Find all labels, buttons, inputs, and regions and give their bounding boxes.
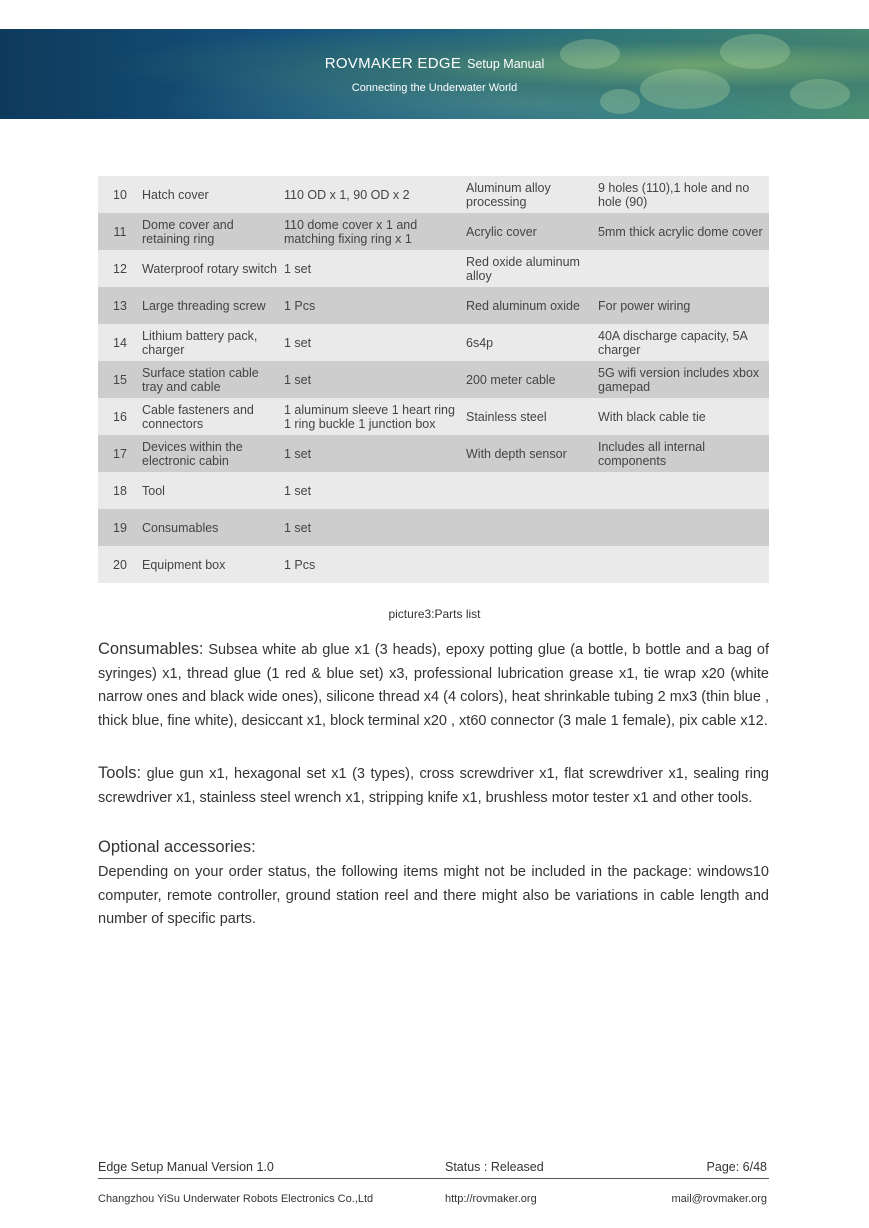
part-note: 9 holes (110),1 hole and no hole (90) — [592, 176, 769, 213]
part-number: 17 — [98, 435, 138, 472]
part-name: Cable fasteners and connectors — [138, 398, 282, 435]
part-quantity: 1 set — [282, 509, 460, 546]
part-name: Waterproof rotary switch — [138, 250, 282, 287]
footer-status: Status : Released — [445, 1160, 544, 1174]
part-note: Includes all internal components — [592, 435, 769, 472]
part-name: Devices within the electronic cabin — [138, 435, 282, 472]
part-material: Acrylic cover — [460, 213, 592, 250]
optional-heading: Optional accessories: — [98, 838, 256, 856]
table-row — [98, 509, 769, 546]
optional-paragraph: Depending on your order status, the following items might not be included in the package: windows10 computer, remote controller, ground station reel and there might also be variations in cable length and number of specific parts. — [98, 864, 769, 927]
tools-paragraph — [98, 762, 769, 810]
part-number: 18 — [98, 472, 138, 509]
table-row — [98, 250, 769, 287]
header-tagline: Connecting the Underwater World — [351, 82, 518, 94]
part-quantity: 1 set — [282, 361, 460, 398]
table-row — [98, 213, 769, 250]
part-number: 20 — [98, 546, 138, 583]
header-banner — [0, 29, 869, 119]
part-name: Surface station cable tray and cable — [138, 361, 282, 398]
footer-email[interactable]: mail@rovmaker.org — [671, 1193, 767, 1205]
tools-text: glue gun x1, hexagonal set x1 (3 types), cross screwdriver x1, flat screwdriver x1, sealing ring screwdriver x1, stainless steel wrench x1, stripping knife x1, brushless motor tester x1 and other tools. — [98, 766, 769, 806]
table-row — [98, 546, 769, 583]
table-caption: picture3:Parts list — [388, 607, 481, 621]
part-quantity: 110 dome cover x 1 and matching fixing ring x 1 — [282, 213, 460, 250]
part-number: 19 — [98, 509, 138, 546]
part-number: 12 — [98, 250, 138, 287]
part-number: 16 — [98, 398, 138, 435]
consumables-lead: Consumables: — [98, 640, 204, 658]
part-quantity: 110 OD x 1, 90 OD x 2 — [282, 176, 460, 213]
consumables-text: Subsea white ab glue x1 (3 heads), epoxy potting glue (a bottle, b bottle and a bag of syringes) x1, thread glue (1 red & blue set) x3, professional lubrication grease x1, tie wrap x20 (white narrow ones and black wide ones), silicone thread x4 (4 colors), heat shrinkable tubing 2 mx3 (thin blue , thick blue, fine white), desiccant x1, block terminal x20 , xt60 connector (3 male 1 female), pix cable x12. — [98, 642, 769, 729]
part-number: 13 — [98, 287, 138, 324]
part-material: 200 meter cable — [460, 361, 592, 398]
part-quantity: 1 Pcs — [282, 546, 460, 583]
table-row — [98, 287, 769, 324]
part-note: 5mm thick acrylic dome cover — [592, 213, 769, 250]
consumables-paragraph — [98, 638, 769, 733]
part-material: Red aluminum oxide — [460, 287, 592, 324]
part-quantity: 1 Pcs — [282, 287, 460, 324]
part-name: Consumables — [138, 509, 282, 546]
part-material: 6s4p — [460, 324, 592, 361]
part-name: Dome cover and retaining ring — [138, 213, 282, 250]
part-note: For power wiring — [592, 287, 769, 324]
part-material — [460, 546, 592, 583]
footer-page: Page: 6/48 — [706, 1160, 767, 1174]
header-title — [0, 55, 869, 72]
footer-version: Edge Setup Manual Version 1.0 — [98, 1160, 274, 1174]
header-subtitle: Setup Manual — [467, 57, 545, 71]
part-quantity: 1 set — [282, 472, 460, 509]
part-name: Lithium battery pack, charger — [138, 324, 282, 361]
part-note — [592, 472, 769, 509]
table-row — [98, 176, 769, 213]
part-note — [592, 546, 769, 583]
table-row — [98, 472, 769, 509]
part-quantity: 1 set — [282, 435, 460, 472]
part-name: Large threading screw — [138, 287, 282, 324]
table-row — [98, 324, 769, 361]
part-material — [460, 472, 592, 509]
part-material: Aluminum alloy processing — [460, 176, 592, 213]
part-note — [592, 250, 769, 287]
part-material: Stainless steel — [460, 398, 592, 435]
part-number: 10 — [98, 176, 138, 213]
header-brand: ROVMAKER EDGE — [324, 55, 462, 72]
table-row — [98, 398, 769, 435]
part-quantity: 1 aluminum sleeve 1 heart ring 1 ring buckle 1 junction box — [282, 398, 460, 435]
part-note: With black cable tie — [592, 398, 769, 435]
part-number: 11 — [98, 213, 138, 250]
tools-lead: Tools: — [98, 764, 142, 782]
footer-website[interactable]: http://rovmaker.org — [445, 1193, 537, 1205]
part-name: Hatch cover — [138, 176, 282, 213]
footer-company: Changzhou YiSu Underwater Robots Electronics Co.,Ltd — [98, 1193, 374, 1205]
part-material: Red oxide aluminum alloy — [460, 250, 592, 287]
parts-table — [98, 176, 769, 583]
part-quantity: 1 set — [282, 324, 460, 361]
part-note: 40A discharge capacity, 5A charger — [592, 324, 769, 361]
part-material: With depth sensor — [460, 435, 592, 472]
part-name: Equipment box — [138, 546, 282, 583]
part-number: 15 — [98, 361, 138, 398]
footer-bottom — [98, 1193, 769, 1209]
part-name: Tool — [138, 472, 282, 509]
part-material — [460, 509, 592, 546]
part-note — [592, 509, 769, 546]
footer-top — [98, 1160, 769, 1179]
table-row — [98, 435, 769, 472]
table-row — [98, 361, 769, 398]
part-number: 14 — [98, 324, 138, 361]
part-note: 5G wifi version includes xbox gamepad — [592, 361, 769, 398]
part-quantity: 1 set — [282, 250, 460, 287]
